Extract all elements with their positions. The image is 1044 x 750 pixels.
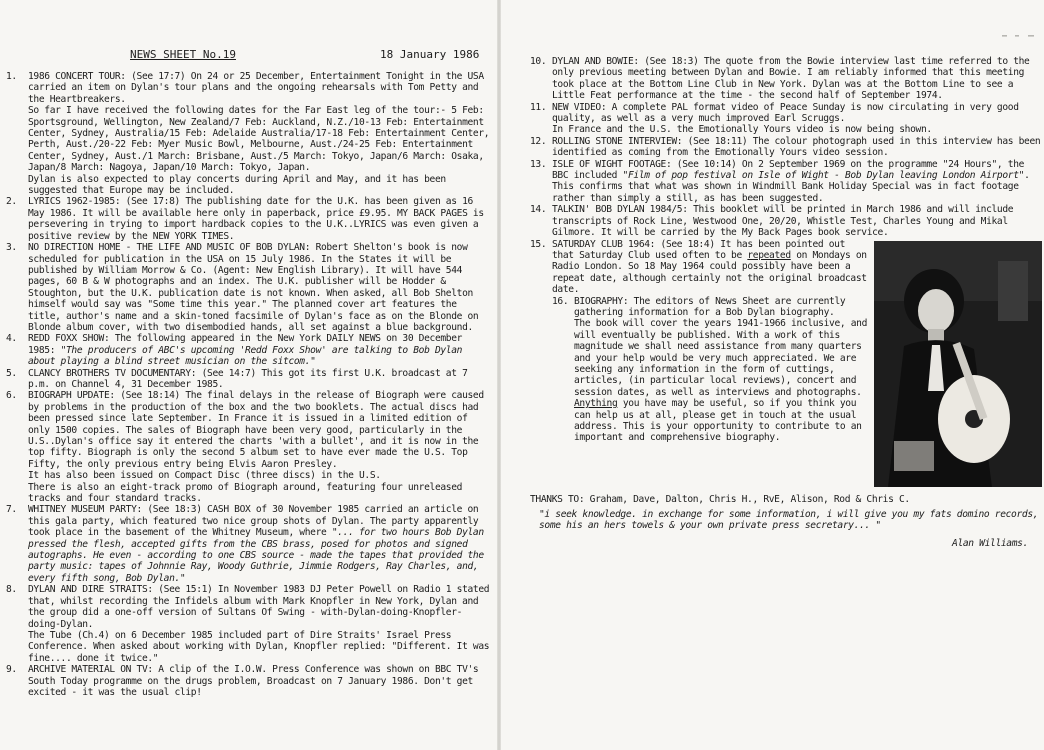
item-number: 2. — [6, 196, 17, 208]
item-number: 15. — [530, 238, 547, 250]
item-text: It has also been issued on Compact Disc (three discs) in the U.S. — [28, 470, 381, 482]
item-text: So far I have received the following dates for the Far East leg of the tour:- 5 Feb: Sportsground, Wellington, New Zealand/7 Feb: Auckland, N.Z./10-13 Feb: Entertainment Center, Sydney, Australia/15 Feb: Adelaide Australia/17-18 Feb: Entertainment Center, Perth, Aust./20-22 Feb: Myer Music Bowl, Melbourne, Aust./24-25 Feb: Entertainment Center, Sydney, Aust./1 March: Brisbane, Aust./5 March: Tokyo, Japan/6 March: Osaka, Japan/8 March: Nagoya, Japan/10 March: Tokyo, Japan. — [28, 105, 490, 174]
item-number: 14. — [530, 204, 547, 216]
news-item-5 — [6, 368, 492, 391]
item-number: 9. — [6, 664, 17, 676]
item-text: REDD FOXX SHOW: The following appeared in the New York DAILY NEWS on 30 December 1985: — [28, 333, 463, 356]
item-text: NEW VIDEO: A complete PAL format video of Peace Sunday is now circulating in very good quality, as well as a very much improved Earl Scruggs. — [552, 101, 1019, 125]
item-text: LYRICS 1962-1985: (See 17:8) The publishing date for the U.K. has been given as 16 May 1986. It will be available here only in paperback, price £9.95. MY BACK PAGES is persevering in trying to import hardback copies to the U.K..LYRICS was even given a positive review by the NEW YORK TIMES. — [28, 196, 484, 242]
item-text: 1986 CONCERT TOUR: (See 17:7) On 24 or 25 December, Entertainment Tonight in the USA carried an item on Dylan's tour plans and the ongoing rehearsals with Tom Petty and the Heartbreakers. — [28, 71, 484, 105]
closing-quote: "i seek knowledge. in exchange for some information, i will give you my fats domino records, some his an hers towels & your own private press secretary... " — [539, 508, 1039, 532]
quoted-text: "... for two hours Bob Dylan pressed the flesh, accepted gifts from the CBS brass, posed for photos and signed autographs. He even - according to one CBS source - made the tapes that provided the party music: tapes of Johnnie Ray, Woody Guthrie, Jimmie Rodgers, Ray Charles, and, every fifth song, Bob Dylan." — [28, 527, 484, 584]
news-item-8 — [6, 584, 492, 664]
item-text: In France and the U.S. the Emotionally Yours video is now being shown. — [552, 124, 932, 136]
item-number: 16. — [552, 295, 569, 307]
item-number: 10. — [530, 56, 547, 67]
item-text: NO DIRECTION HOME - THE LIFE AND MUSIC OF BOB DYLAN: Robert Shelton's book is now scheduled for publication in the USA on 15 July 1986. In the States it will be published by William Morrow & Co. (Agent: New English Library). It will have 544 pages, 60 B & W photographs and an index. The U.K. publisher will be Hodder & Stoughton, but the U.K. publication date is not known. When asked, all Bob Shelton himself would say was "Some time this year." The planned cover art features the title, author's name and a skin-toned facsimile of Dylan's face as on the Blonde on Blonde album cover, with two disembodied hands, all set against a blue background. — [28, 242, 479, 333]
item-number: 13. — [530, 158, 547, 170]
performer-photo-image — [874, 241, 1042, 487]
newsletter-date: 18 January 1986 — [380, 48, 480, 61]
left-column — [6, 71, 492, 698]
item-text: DYLAN AND DIRE STRAITS: (See 15:1) In November 1983 DJ Peter Powell on Radio 1 stated that, whilst recording the Infidels album with Mark Knopfler in New York, Dylan and the group did a one-off version of Sultans Of Swing - with-Dylan-doing-Knopfler-doing-Dylan. — [28, 584, 490, 630]
item-text: BIOGRAPH UPDATE: (See 18:14) The final delays in the release of Biograph were caused by problems in the production of the box and the two booklets. The actual discs had been pressed since late September. In France it is issued in a limited edition of only 1500 copies. The sales of Biograph have been very good, particularly in the U.S..Dylan's office say it entered the charts 'with a bullet', and it is now in the top fifty. Biograph is only the second 5 album set to have ever made the U.S. Top Fifty, the only previous entry being Elvis Aaron Presley. — [28, 390, 484, 470]
item-text: TALKIN' BOB DYLAN 1984/5: This booklet will be printed in March 1986 and will include transcripts of Rock Line, Westwood One, 20/20, Whistle Test, Charles Young and Mikal Gilmore. It will be carried by the My Back Pages book service. — [552, 204, 1014, 239]
news-item-6 — [6, 390, 492, 504]
news-item-15 — [530, 239, 1042, 490]
item-text: The Tube (Ch.4) on 6 December 1985 included part of Dire Straits' Israel Press Conference. When asked about working with Dylan, Knopfler replied: "Different. It was fine.... done it twice." — [28, 629, 490, 664]
underlined-word: Anything — [574, 398, 618, 410]
underlined-word: repeated — [747, 249, 791, 261]
news-item-1 — [6, 71, 492, 196]
item-number: 5. — [6, 367, 17, 379]
thanks-line: THANKS TO: Graham, Dave, Dalton, Chris H., RvE, Alison, Rod & Chris C. — [530, 493, 910, 505]
item-number: 6. — [6, 390, 17, 402]
item-number: 3. — [6, 242, 17, 254]
newsletter-title: NEWS SHEET No.19 — [130, 48, 236, 61]
item-number: 7. — [6, 504, 17, 516]
item-text: There is also an eight-track promo of Biograph around, featuring four unreleased tracks and four standard tracks. — [28, 481, 463, 505]
news-item-13 — [530, 159, 1042, 205]
news-item-2 — [6, 196, 492, 242]
quoted-text: "Film of pop festival on Isle of Wight - Bob Dylan leaving London Airport" — [622, 170, 1025, 182]
hole-punch-marks — [1000, 30, 1040, 42]
item-text: Dylan is also expected to play concerts during April and May, and it has been suggested that Europe may be included. — [28, 173, 446, 197]
item-text: ARCHIVE MATERIAL ON TV: A clip of the I.O.W. Press Conference was shown on BBC TV's South Today programme on the drugs problem, Broadcast on 7 January 1986. Don't get excited - it was the usual clip! — [28, 664, 479, 698]
item-number: 11. — [530, 101, 547, 113]
bob-dylan-photo — [874, 241, 1042, 487]
item-text: BIOGRAPHY: The editors of News Sheet are currently gathering information for a Bob Dylan biography. — [574, 295, 846, 318]
quoted-text: "The producers of ABC's upcoming 'Redd Foxx Show' are talking to Bob Dylan about playing a blind street musician on the sitcom." — [28, 344, 463, 368]
news-item-14 — [530, 204, 1042, 238]
news-item-9 — [6, 664, 492, 698]
item-text: WHITNEY MUSEUM PARTY: (See 18:3) CASH BOX of 30 November 1985 carried an article on this gala party, which featured two nice group shots of Dylan. The party apparently took place in the basement of the Whitney Museum, where — [28, 504, 479, 539]
news-item-3 — [6, 242, 492, 333]
news-item-11 — [530, 102, 1042, 136]
news-item-12 — [530, 136, 1042, 159]
news-item-16 — [552, 296, 868, 444]
signature: Alan Williams. — [952, 537, 1028, 549]
item-text: SATURDAY CLUB 1964: (See 18:4) It has been pointed out that Saturday Club used often to be — [552, 238, 846, 261]
item-text: . This confirms that what was shown in Windmill Bank Holiday Special was in fact footage rather than simply a still, as has been suggested. — [552, 170, 1030, 204]
news-item-7 — [6, 504, 492, 584]
news-item-10 — [530, 56, 1042, 102]
item-number: 8. — [6, 584, 17, 596]
news-item-4 — [6, 333, 492, 367]
item-number: 1. — [6, 71, 17, 82]
item-text: DYLAN AND BOWIE: (See 18:3) The quote from the Bowie interview last time referred to the only previous meeting between Dylan and Bowie. I am reliably informed that this meeting took place at the Bottom Line Club in New York. Dylan was at the Bottom Line to see a Little Feat performance at the time - the second half of September 1974. — [552, 56, 1030, 102]
item-text: ROLLING STONE INTERVIEW: (See 18:11) The colour photograph used in this interview has been identified as coming from the Emotionally Yours video session. — [552, 135, 1041, 159]
item-number: 4. — [6, 333, 17, 345]
item-text: The book will cover the years 1941-1966 inclusive, and will eventually be published. With a work of this magnitude we shall need assistance from many quarters and your help would be very much appreciated. We are seeking any information in the form of cuttings, articles, (in particular local reviews), concert and session dates, as well as interviews and photographs. — [574, 318, 868, 398]
item-text: on Mondays on Radio London. So 18 May 1964 could possibly have been a repeat date, although certainly not the original broadcast date. — [552, 249, 867, 296]
left-page — [0, 0, 497, 750]
item-text: CLANCY BROTHERS TV DOCUMENTARY: (See 14:7) This got its first U.K. broadcast at 7 p.m. on Channel 4, 31 December 1985. — [28, 367, 468, 390]
right-column — [530, 56, 1042, 559]
right-page — [501, 0, 1044, 750]
item-text: you have may be useful, so if you think you can help us at all, please get in touch at the usual address. This is your opportunity to contribute to an important and comprehensive biography. — [574, 398, 862, 444]
item-text: ISLE OF WIGHT FOOTAGE: (See 10:14) On 2 September 1969 on the programme "24 Hours", the BBC included — [552, 158, 1025, 182]
item-number: 12. — [530, 135, 547, 147]
